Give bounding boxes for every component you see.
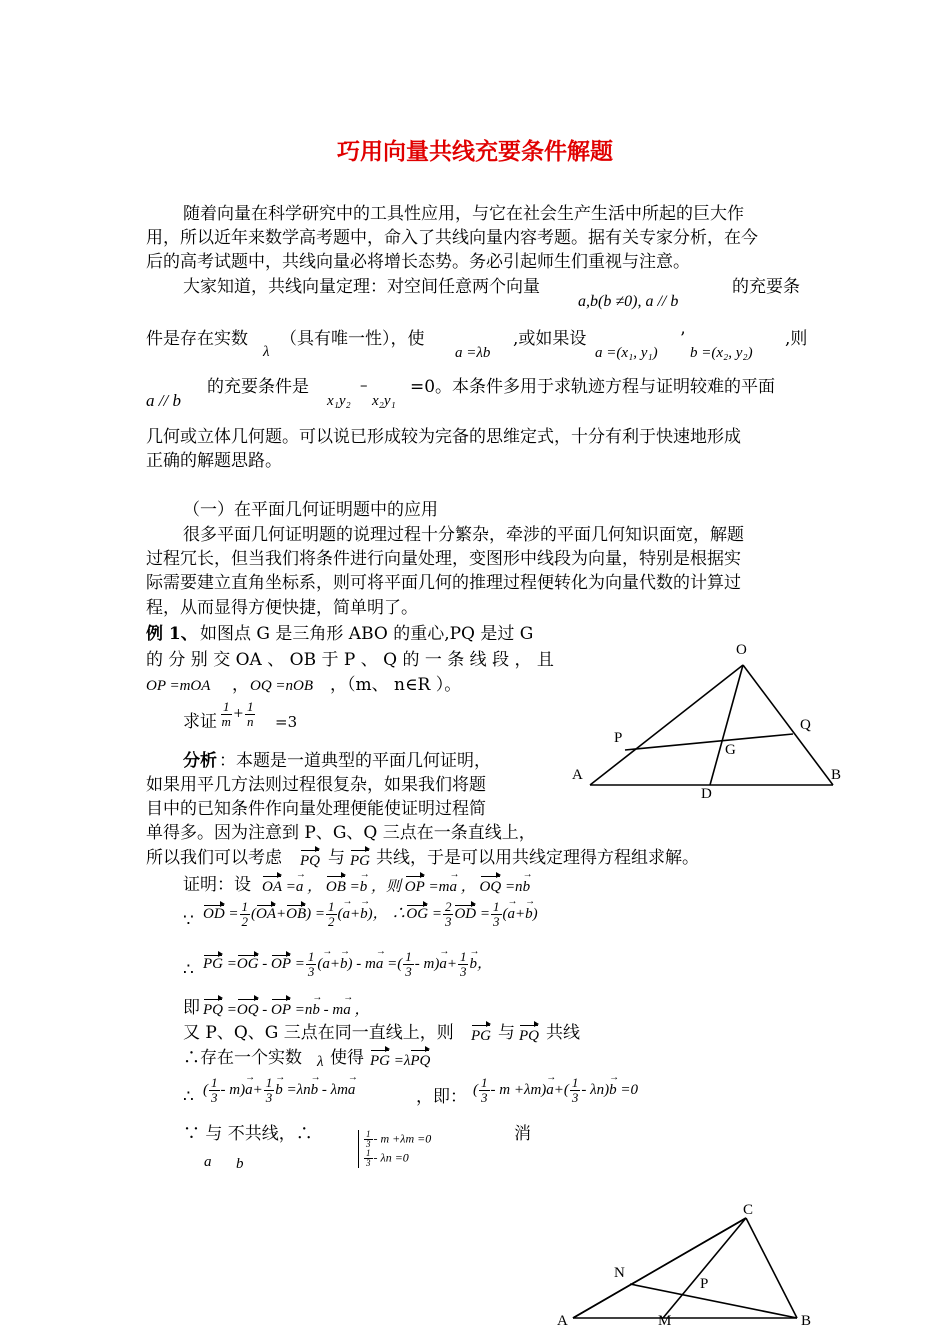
label-m: M (658, 1313, 672, 1329)
para2-line2-b: （具有唯一性），使 (280, 329, 425, 349)
para1-line2: 用，所以近年来数学高考题中，命入了共线向量内容考题。据有关专家分析，在今 (146, 228, 758, 248)
label-a: A (572, 767, 583, 783)
vec-pq: PQ (300, 849, 320, 873)
label-g: G (725, 742, 736, 758)
para2-line3-b: =0。本条件多用于求轨迹方程与证明较难的平面 (410, 377, 776, 397)
label-p: P (614, 730, 623, 746)
label-b2: B (801, 1313, 812, 1329)
analysis-line5-a: 所以我们可以考虑 (146, 848, 282, 868)
proof-line1: 证明：设 (183, 875, 251, 895)
analysis-line1: ：本题是一道典型的平面几何证明， (219, 751, 491, 771)
edge-ob (743, 665, 833, 785)
analysis-label: 分析 (183, 751, 217, 771)
proof-line6: ∴存在一个实数 (183, 1048, 302, 1068)
analysis-line2: 如果用平几方法则过程很复杂，如果我们将题 (146, 775, 486, 795)
label-a2: A (557, 1313, 568, 1329)
therefore-1: ∴ (183, 960, 194, 980)
vector-condition: a,b(b ≠0), a // b (578, 293, 679, 310)
para2-line2-c: ,或如果设 (513, 329, 587, 349)
example-label: 例 1、 (146, 624, 198, 644)
vector-a-coords: a =(x₁, y₁) (595, 345, 658, 361)
para2-line1: 大家知道，共线向量定理：对空间任意两个向量 (183, 277, 540, 297)
proof-line4: 即 (183, 998, 200, 1018)
x2y1: x₂y₁ (372, 393, 396, 409)
example-line3-end: ，（m、 n∈R ）。 (330, 675, 462, 695)
para3-line4: 程，从而显得方便快捷，简单明了。 (146, 598, 418, 618)
example-line1: 如图点 G 是三角形 ABO 的重心,PQ 是过 G (200, 624, 534, 644)
prove-label: 求证 (183, 712, 217, 732)
analysis-with: 与 (328, 848, 345, 868)
segment-nb (630, 1284, 797, 1318)
analysis-line5-c: 共线，于是可以用共线定理得方程组求解。 (376, 848, 699, 868)
edge-oa (590, 665, 743, 785)
therefore-2: ∴ (183, 1087, 194, 1107)
oq-eq: OQ =nOB (250, 678, 314, 694)
para2-line4: 几何或立体几何题。可以说已形成较为完备的思维定式，十分有利于快速地形成 (146, 427, 741, 447)
label-p2: P (700, 1276, 709, 1292)
segment-pq (625, 734, 793, 750)
label-c: C (743, 1202, 754, 1218)
because-1: ∵ (183, 911, 194, 931)
para1-line3: 后的高考试题中，共线向量必将增长态势。务必引起师生们重视与注意。 (146, 252, 690, 272)
op-eq: OP =mOA (146, 678, 211, 694)
para2-line3-a: 的充要条件是 (207, 377, 309, 397)
para3-line2: 过程冗长，但当我们将条件进行向量处理，变图形中线段为向量，特别是根据实 (146, 549, 741, 569)
x1y2: x₁y₂ (327, 393, 351, 409)
proof-line5: 又 P、Q、G 三点在同一直线上，则 (183, 1023, 454, 1043)
collinear-equation: a =λb (455, 345, 491, 361)
prove-eq: =3 (275, 713, 298, 731)
para3-line1: 很多平面几何证明题的说理过程十分繁杂，牵涉的平面几何知识面宽，解题 (183, 525, 744, 545)
label-o: O (736, 642, 747, 658)
example-line2: 的 分 别 交 OA 、 OB 于 P 、 Q 的 一 条 线 段 ， 且 (146, 650, 554, 670)
para2-line2-d: ,则 (785, 329, 808, 349)
analysis-line4: 单得多。因为注意到 P、G、Q 三点在一条直线上， (146, 823, 536, 843)
analysis-line3: 目中的已知条件作向量处理便能使证明过程简 (146, 799, 486, 819)
para2-line1-end: 的充要条 (732, 277, 800, 297)
label-n: N (614, 1265, 625, 1281)
para2-line5: 正确的解题思路。 (146, 451, 282, 471)
label-d: D (701, 786, 712, 802)
parallel-ab: a // b (146, 391, 181, 410)
vector-b-coords: b =(x₂, y₂) (690, 345, 753, 361)
edge-cb (746, 1218, 797, 1318)
proof-line8: ∵ 与 不共线，∴ (183, 1124, 313, 1144)
label-q: Q (800, 717, 811, 733)
median-od (710, 665, 743, 785)
lambda-symbol: λ (263, 344, 270, 360)
para3-line3: 际需要建立直角坐标系，则可将平面几何的推理过程便转化为向量代数的计算过 (146, 573, 741, 593)
section-heading: （一）在平面几何证明题中的应用 (183, 500, 438, 520)
page-title: 巧用向量共线充要条件解题 (337, 138, 613, 165)
para2-line2-a: 件是存在实数 (146, 329, 248, 349)
segment-cm (663, 1218, 746, 1318)
vec-pg: PG (350, 849, 370, 873)
label-b: B (831, 767, 842, 783)
minus-sign: – (360, 376, 368, 394)
para1-line1: 随着向量在科学研究中的工具性应用，与它在社会生产生活中所起的巨大作 (183, 204, 744, 224)
